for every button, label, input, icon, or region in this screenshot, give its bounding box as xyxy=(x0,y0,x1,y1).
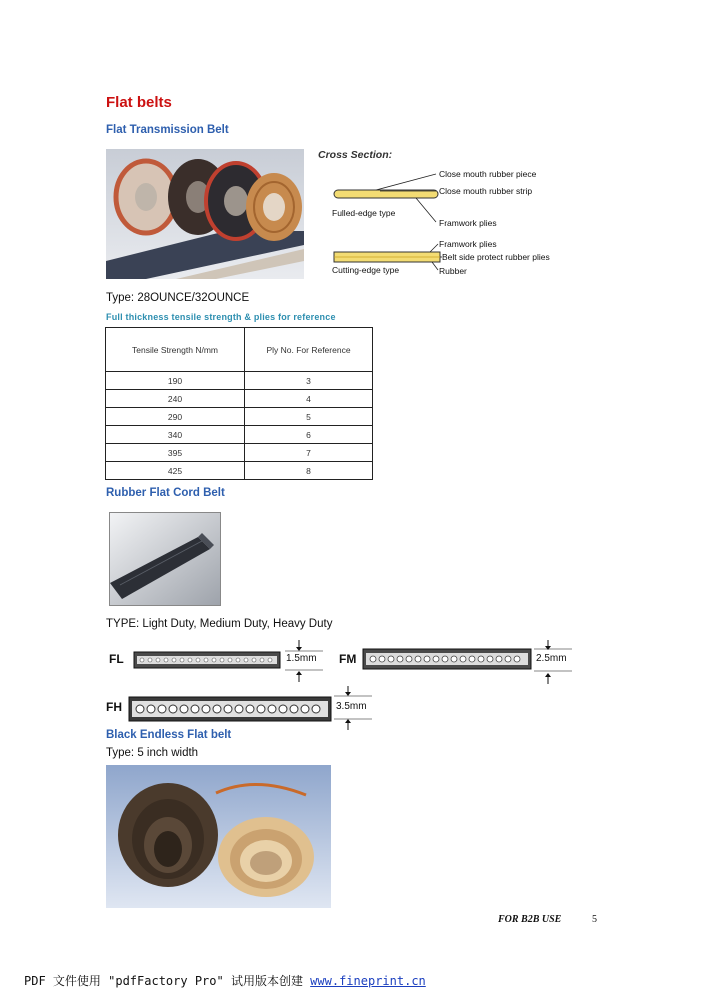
endless-type-text: Type: 5 inch width xyxy=(106,747,199,759)
section-heading-cord: Rubber Flat Cord Belt xyxy=(106,487,225,499)
table-header-row xyxy=(106,328,373,372)
footer-b2b-label: FOR B2B USE xyxy=(498,914,562,925)
table-cell: 190 xyxy=(106,372,245,390)
profile-fl-label: FL xyxy=(109,652,124,666)
label-framwork-plies-top: Framwork plies xyxy=(439,218,497,228)
page-number: 5 xyxy=(592,914,597,925)
endless-belt-photo xyxy=(106,765,331,908)
label-close-mouth-strip: Close mouth rubber strip xyxy=(439,186,533,196)
table-cell: 240 xyxy=(106,390,245,408)
cord-type-text: TYPE: Light Duty, Medium Duty, Heavy Duty xyxy=(106,618,333,630)
tensile-strength-table xyxy=(105,327,373,480)
cord-belt-photo xyxy=(109,512,221,606)
table-cell: 290 xyxy=(106,408,245,426)
folded-type-label: Fulled-edge type xyxy=(332,208,396,218)
table-note: Full thickness tensile strength & plies for reference xyxy=(106,312,336,322)
profile-fm-label: FM xyxy=(339,652,357,666)
label-rubber: Rubber xyxy=(439,266,467,276)
profile-fl-thickness-label: 1.5mm xyxy=(286,653,317,664)
table-cell: 3 xyxy=(245,372,373,390)
page-title: Flat belts xyxy=(106,94,172,111)
table-row xyxy=(106,372,373,390)
profile-fl-diagram xyxy=(133,650,283,677)
table-header-cell: Ply No. For Reference xyxy=(245,328,373,372)
cross-section-diagram xyxy=(318,146,588,282)
transmission-type-text: Type: 28OUNCE/32OUNCE xyxy=(106,292,250,304)
table-cell: 425 xyxy=(106,462,245,480)
profile-fh-thickness-label: 3.5mm xyxy=(336,701,367,712)
table-row xyxy=(106,426,373,444)
section-heading-endless: Black Endless Flat belt xyxy=(106,729,232,741)
fineprint-link[interactable]: www.fineprint.cn xyxy=(310,974,426,988)
table-cell: 7 xyxy=(245,444,373,462)
profile-fh-label: FH xyxy=(106,700,122,714)
table-row xyxy=(106,408,373,426)
pdf-notice-text: PDF 文件使用 "pdfFactory Pro" 试用版本创建 xyxy=(24,974,311,988)
table-row xyxy=(106,444,373,462)
label-close-mouth-piece: Close mouth rubber piece xyxy=(439,169,537,179)
profile-fm-diagram xyxy=(362,648,534,677)
profile-fm-thickness-label: 2.5mm xyxy=(536,653,567,664)
cross-section-title: Cross Section: xyxy=(318,149,393,161)
table-row xyxy=(106,390,373,408)
table-cell: 340 xyxy=(106,426,245,444)
table-row xyxy=(106,462,373,480)
profile-fh-diagram xyxy=(128,696,334,727)
table-cell: 395 xyxy=(106,444,245,462)
pdf-notice xyxy=(24,972,426,989)
section-heading-transmission: Flat Transmission Belt xyxy=(106,124,229,136)
profile-fl-thickness xyxy=(285,640,325,687)
table-cell: 5 xyxy=(245,408,373,426)
cutting-type-label: Cutting-edge type xyxy=(332,265,400,275)
profile-fh-thickness xyxy=(334,686,374,735)
label-framwork-plies-bottom: Framwork plies xyxy=(439,239,497,249)
table-cell: 4 xyxy=(245,390,373,408)
table-cell: 8 xyxy=(245,462,373,480)
label-belt-side-protect: Belt side protect rubber plies xyxy=(442,252,550,262)
profile-fm-thickness xyxy=(534,640,574,689)
transmission-belt-photo xyxy=(106,149,304,279)
table-cell: 6 xyxy=(245,426,373,444)
table-header-cell: Tensile Strength N/mm xyxy=(106,328,245,372)
